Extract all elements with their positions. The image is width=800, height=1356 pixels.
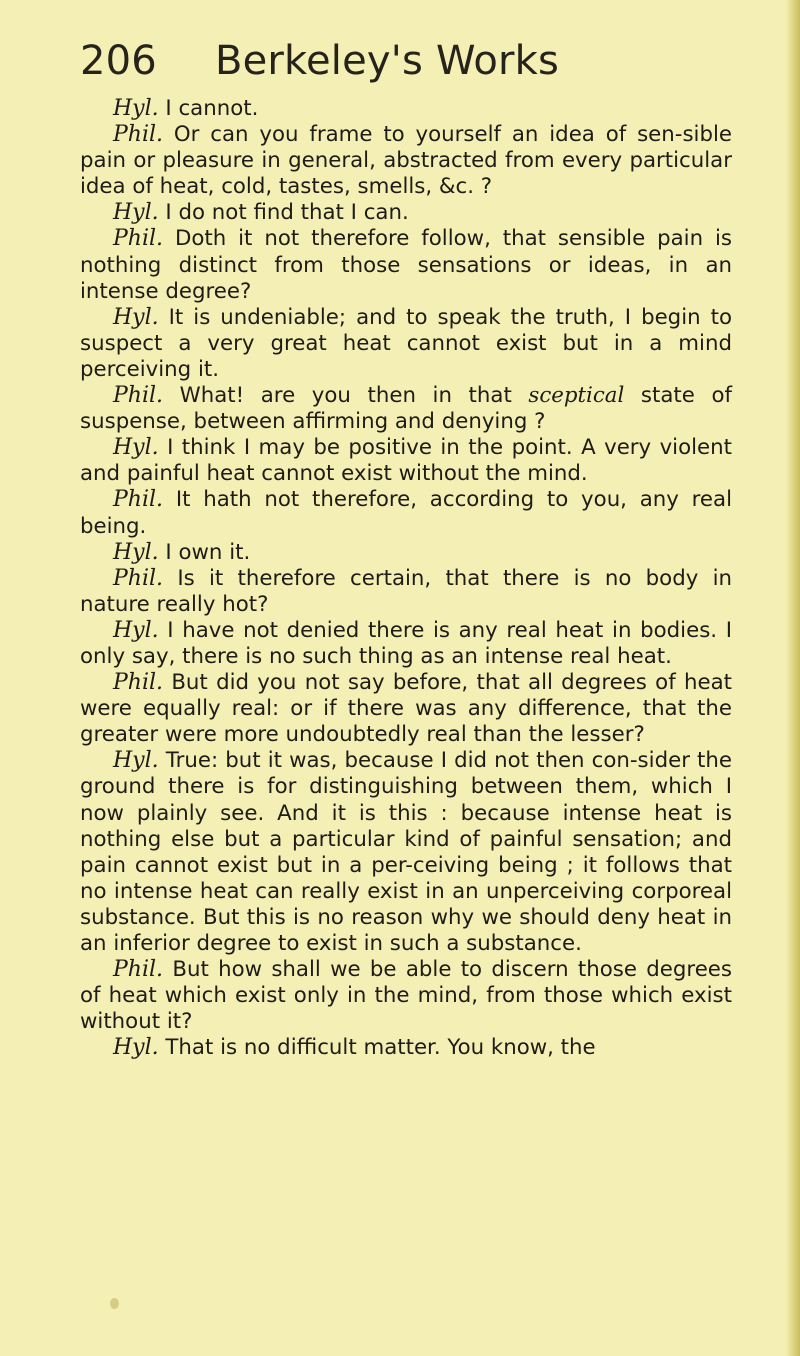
dialogue-paragraph <box>80 383 732 435</box>
speech-text: Or can you frame to yourself an idea of sen-sible pain or pleasure in general, abstracted from every particular idea of heat, cold, tastes, smells, &c. ? <box>80 122 732 200</box>
speaker-label: Hyl. <box>113 1035 159 1061</box>
paper-spot <box>110 1298 119 1309</box>
emphasized-word: sceptical <box>528 383 625 409</box>
dialogue-paragraph <box>80 1035 732 1061</box>
dialogue-paragraph <box>80 748 732 957</box>
speech-text: It hath not therefore, according to you, any real being. <box>80 487 732 539</box>
speech-text: Doth it not therefore follow, that sensible pain is nothing distinct from those sensations or ideas, in an intense degree? <box>80 226 732 304</box>
dialogue-paragraph <box>80 226 732 304</box>
speech-text: I think I may be positive in the point. A very violent and painful heat cannot exist without the mind. <box>80 435 732 487</box>
speech-text: I own it. <box>158 539 251 565</box>
dialogue-paragraph <box>80 540 732 566</box>
dialogue-paragraph <box>80 957 732 1035</box>
speaker-label: Phil. <box>113 957 164 983</box>
speech-text: But how shall we be able to discern those degrees of heat which exist only in the mind, from those which exist without it? <box>80 957 732 1035</box>
speech-text: Is it therefore certain, that there is no body in nature really hot? <box>80 565 732 617</box>
dialogue-paragraph <box>80 670 732 748</box>
speech-text: I have not denied there is any real heat in bodies. I only say, there is no such thing as an intense real heat. <box>80 617 732 669</box>
dialogue-paragraph <box>80 566 732 618</box>
speaker-label: Hyl. <box>113 96 159 121</box>
speech-text: That is no difficult matter. You know, the <box>158 1035 596 1061</box>
speech-text: But did you not say before, that all degrees of heat were equally real: or if there was any difference, that the greater were more undoubtedly real than the lesser? <box>80 670 732 748</box>
dialogue-paragraph <box>80 487 732 539</box>
dialogue-paragraph <box>80 96 732 122</box>
speaker-label: Phil. <box>113 565 164 591</box>
dialogue-paragraph <box>80 305 732 383</box>
body-text <box>80 96 732 1061</box>
page-edge <box>786 0 800 1356</box>
speaker-label: Phil. <box>113 383 164 409</box>
dialogue-paragraph <box>80 200 732 226</box>
running-head: Berkeley's Works <box>214 38 560 84</box>
speaker-label: Hyl. <box>113 539 159 565</box>
speech-text: It is undeniable; and to speak the truth, I begin to suspect a very great heat cannot exist but in a mind perceiving it. <box>80 304 732 382</box>
dialogue-paragraph <box>80 435 732 487</box>
speaker-label: Hyl. <box>113 617 159 643</box>
speech-text: I cannot. <box>158 96 259 121</box>
speech-text: True: but it was, because I did not then con-sider the ground there is for distinguishing between them, which I now plainly see. And it is this : because intense heat is nothing else but a particular kind of painful sensation; and pain cannot exist but in a per-ceiving being ; it follows that no intense heat can really exist in an unperceiving corporeal substance. But this is no reason why we should deny heat in an inferior degree to exist in such a substance. <box>80 748 732 956</box>
speech-text: I do not find that I can. <box>158 200 409 226</box>
speaker-label: Hyl. <box>113 200 159 226</box>
speech-text: state of suspense, between affirming and denying ? <box>80 383 732 435</box>
page-number: 206 <box>80 38 157 84</box>
speaker-label: Phil. <box>113 487 164 513</box>
speech-text: What! are you then in that <box>163 383 529 409</box>
speaker-label: Phil. <box>113 226 164 252</box>
dialogue-paragraph <box>80 618 732 670</box>
speaker-label: Hyl. <box>113 748 159 774</box>
page-header <box>80 38 560 84</box>
speaker-label: Phil. <box>113 122 164 148</box>
speaker-label: Hyl. <box>113 435 159 461</box>
speaker-label: Hyl. <box>113 304 159 330</box>
speaker-label: Phil. <box>113 670 164 696</box>
dialogue-paragraph <box>80 122 732 200</box>
